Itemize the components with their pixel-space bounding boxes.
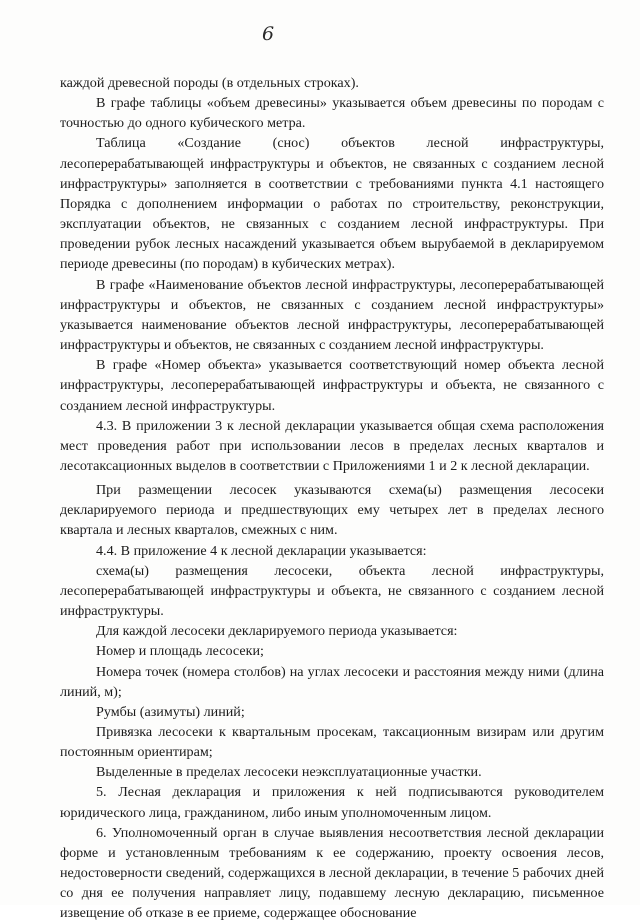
paragraph: При размещении лесосек указываются схема(ы) размещения лесосеки декларируемого периода и предшествующих ему четырех лет в пределах лесного квартала и лесных кварталов, смежных с ним. [60, 482, 604, 539]
document-body [60, 73, 604, 924]
page-number: 6 [262, 23, 275, 45]
paragraph: 4.4. В приложение 4 к лесной декларации указывается: [96, 542, 427, 559]
paragraph: Номера точек (номера столбов) на углах лесосеки и расстояния между ними (длина линий, м); [60, 663, 604, 700]
paragraph: 5. Лесная декларация и приложения к ней подписываются руководителем юридического лица, гражданином, либо иным уполномоченным лицом. [60, 784, 604, 821]
paragraph: В графе «Номер объекта» указывается соответствующий номер объекта лесной инфраструктуры, лесоперерабатывающей инфраструктуры и объекта, не связанного с созданием лесной инфраструктуры. [60, 357, 604, 414]
paragraph: Номер и площадь лесосеки; [96, 643, 264, 660]
paragraph: Таблица «Создание (снос) объектов лесной инфраструктуры, лесоперерабатывающей инфраструктуры и объектов, не связанных с созданием лесной инфраструктуры» заполняется в соответствии с требованиями пункта 4.1 настоящего Порядка с дополнением информации о работах по строительству, реконструкции, эксплуатации объектов, не связанных с созданием лесной инфраструктуры. При проведении рубок лесных насаждений указывается объем вырубаемой в декларируемом периоде древесины (по породам) в кубических метрах). [60, 135, 604, 273]
paragraph: каждой древесной породы (в отдельных строках). [60, 75, 359, 91]
paragraph: схема(ы) размещения лесосеки, объекта лесной инфраструктуры, лесоперерабатывающей инфраструктуры и объекта, не связанного с созданием лесной инфраструктуры. [60, 562, 604, 620]
paragraph: В графе таблицы «объем древесины» указывается объем древесины по породам с точностью до одного кубического метра. [60, 95, 604, 132]
paragraph: 4.3. В приложении 3 к лесной декларации указывается общая схема расположения мест проведения работ при использовании лесов в пределах лесных кварталов и лесотаксационных выделов в соответствии с Приложениями 1 и 2 к лесной декларации. [60, 417, 604, 474]
paragraph: В графе «Наименование объектов лесной инфраструктуры, лесоперерабатывающей инфраструктуры и объектов, не связанных с созданием лесной инфраструктуры» указывается наименование объектов лесной инфраструктуры, лесоперерабатывающей инфраструктуры и объектов, не связанных с созданием лесной инфраструктуры. [60, 276, 604, 354]
paragraph: Выделенные в пределах лесосеки неэксплуатационные участки. [96, 764, 482, 781]
paragraph: Для каждой лесосеки декларируемого периода указывается: [96, 623, 458, 640]
paragraph: Привязка лесосеки к квартальным просекам, таксационным визирам или другим постоянным ориентирам; [60, 724, 604, 761]
paragraph: 6. Уполномоченный орган в случае выявления несоответствия лесной декларации форме и установленным требованиям к ее содержанию, проекту освоения лесов, недостоверности сведений, содержащихся в лесной декларации, в течение 5 рабочих дней со дня ее получения направляет лицу, подавшему лесную декларацию, письменное извещение об отказе в ее приеме, содержащее обоснование [60, 824, 604, 922]
paragraph: Румбы (азимуты) линий; [96, 703, 245, 720]
